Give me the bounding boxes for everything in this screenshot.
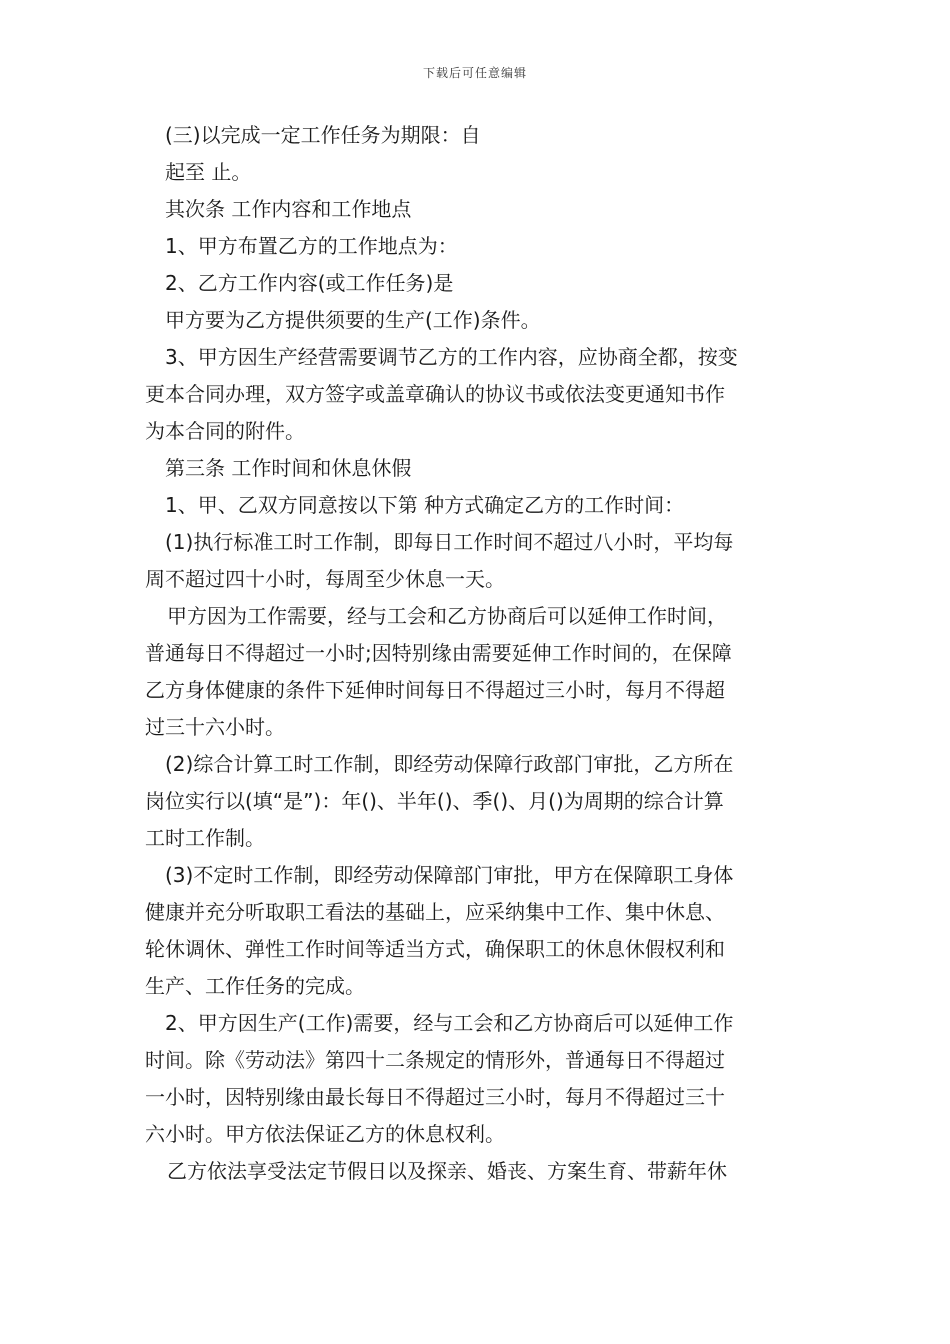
paragraph-line: 甲方因为工作需要，经与工会和乙方协商后可以延伸工作时间，	[167, 604, 727, 628]
paragraph-line: 3、甲方因生产经营需要调节乙方的工作内容，应协商全都，按变	[165, 345, 738, 369]
paragraph-line: 2、甲方因生产(工作)需要，经与工会和乙方协商后可以延伸工作	[165, 1011, 734, 1035]
paragraph-line: 1、甲、乙双方同意按以下第 种方式确定乙方的工作时间：	[165, 493, 685, 517]
paragraph-line: (三)以完成一定工作任务为期限：自	[165, 123, 481, 147]
paragraph-line: 乙方依法享受法定节假日以及探亲、婚丧、方案生育、带薪年休	[167, 1159, 727, 1183]
paragraph-line: 为本合同的附件。	[145, 419, 305, 443]
paragraph-line: (2)综合计算工时工作制，即经劳动保障行政部门审批，乙方所在	[165, 752, 734, 776]
paragraph-line: 甲方要为乙方提供须要的生产(工作)条件。	[165, 308, 541, 332]
document-body	[145, 117, 807, 1190]
paragraph-line: (3)不定时工作制，即经劳动保障部门审批，甲方在保障职工身体	[165, 863, 734, 887]
paragraph-line: 六小时。甲方依法保证乙方的休息权利。	[145, 1122, 505, 1146]
paragraph-line: 起至 止。	[165, 160, 252, 184]
paragraph-line: 生产、工作任务的完成。	[145, 974, 365, 998]
paragraph-line: 轮休调休、弹性工作时间等适当方式，确保职工的休息休假权利和	[145, 937, 725, 961]
paragraph-line: 更本合同办理，双方签字或盖章确认的协议书或依法变更通知书作	[145, 382, 725, 406]
paragraph-line: 2、乙方工作内容(或工作任务)是	[165, 271, 454, 295]
paragraph-line: 时间。除《劳动法》第四十二条规定的情形外，普通每日不得超过	[145, 1048, 725, 1072]
paragraph-line: (1)执行标准工时工作制，即每日工作时间不超过八小时，平均每	[165, 530, 734, 554]
paragraph-line: 一小时，因特别缘由最长每日不得超过三小时，每月不得超过三十	[145, 1085, 725, 1109]
paragraph-line: 工时工作制。	[145, 826, 265, 850]
paragraph-line: 第三条 工作时间和休息休假	[165, 456, 412, 480]
paragraph-line: 乙方身体健康的条件下延伸时间每日不得超过三小时，每月不得超	[145, 678, 725, 702]
paragraph-line: 1、甲方布置乙方的工作地点为：	[165, 234, 458, 258]
paragraph-line: 岗位实行以(填“是”)：年()、半年()、季()、月()为周期的综合计算	[145, 789, 724, 813]
paragraph-line: 周不超过四十小时，每周至少休息一天。	[145, 567, 505, 591]
paragraph-line: 其次条 工作内容和工作地点	[165, 197, 412, 221]
paragraph-line: 健康并充分听取职工看法的基础上，应采纳集中工作、集中休息、	[145, 900, 725, 924]
page-header: 下载后可任意编辑	[422, 66, 527, 80]
paragraph-line: 普通每日不得超过一小时;因特别缘由需要延伸工作时间的，在保障	[145, 641, 732, 665]
paragraph-line: 过三十六小时。	[145, 715, 285, 739]
